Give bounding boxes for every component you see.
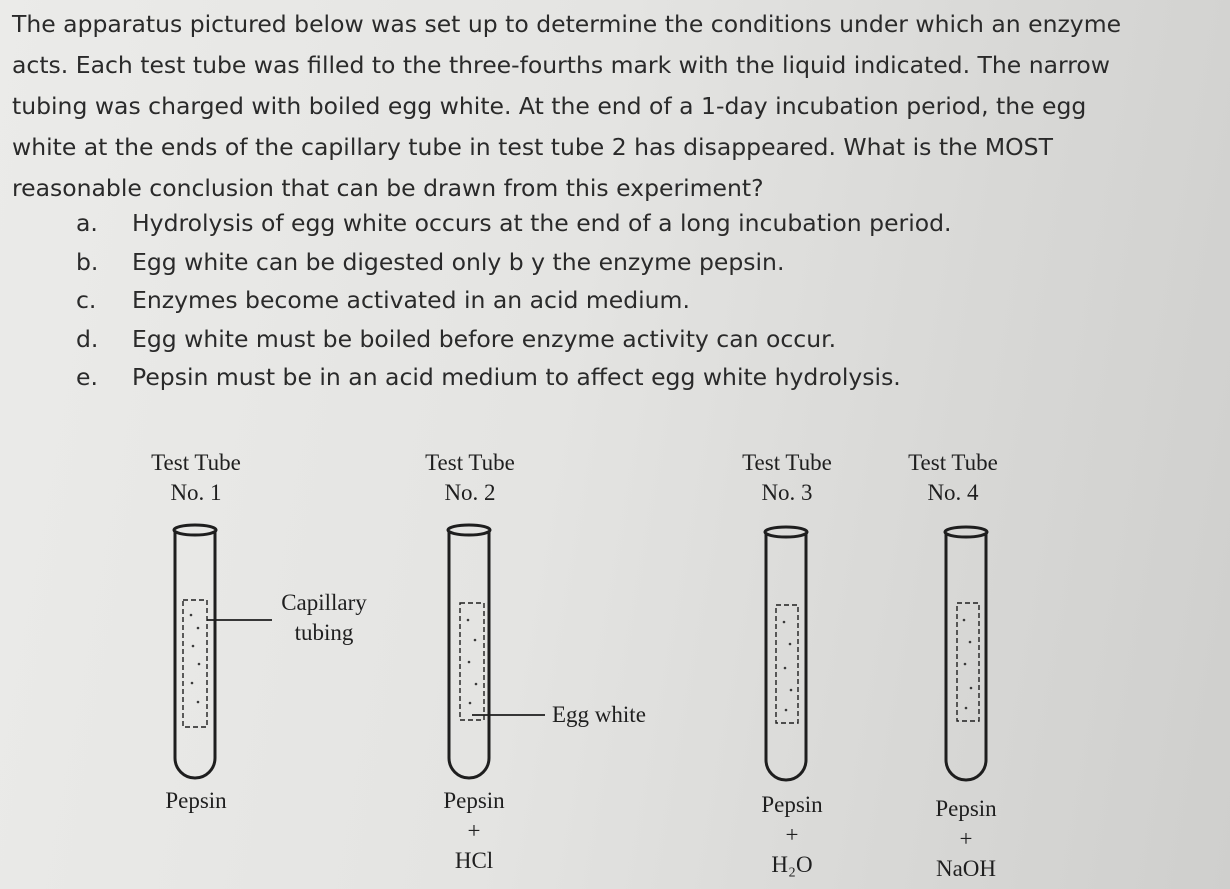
content-line: Pepsin bbox=[443, 788, 505, 813]
option-letter: c. bbox=[76, 286, 97, 314]
tube-number: No. 3 bbox=[761, 480, 813, 505]
tube-3-contents bbox=[742, 790, 842, 880]
tube-title-line: Test Tube bbox=[742, 450, 832, 475]
question-line: The apparatus pictured below was set up to determine the conditions under which an enzyme bbox=[12, 10, 1122, 38]
content-line: NaOH bbox=[935, 856, 997, 881]
option-letter: b. bbox=[76, 247, 99, 276]
tube-2-contents bbox=[424, 786, 524, 876]
content-line: + bbox=[959, 826, 973, 851]
option-letter: a. bbox=[76, 209, 98, 237]
content-line: Pepsin bbox=[761, 792, 823, 817]
content-line: Pepsin bbox=[165, 788, 227, 813]
content-line: H₂O bbox=[771, 852, 813, 877]
question-line: tubing was charged with boiled egg white. At the end of a 1-day incubation period, the egg bbox=[12, 92, 1087, 120]
capillary-tubing-label bbox=[270, 588, 378, 648]
option-text: Enzymes become activated in an acid medium. bbox=[132, 286, 690, 314]
label-line: Capillary bbox=[281, 590, 367, 615]
tube-title-line: Test Tube bbox=[151, 450, 241, 475]
option-text: Egg white can be digested only b y the enzyme pepsin. bbox=[132, 247, 785, 276]
test-tube-2 bbox=[448, 525, 490, 778]
tube-1-contents bbox=[150, 786, 242, 816]
content-line: + bbox=[785, 822, 799, 847]
tube-number: No. 1 bbox=[170, 480, 222, 505]
tube-title-line: Test Tube bbox=[425, 450, 515, 475]
content-line: HCl bbox=[454, 848, 494, 873]
content-line: + bbox=[467, 818, 481, 843]
tube-number: No. 4 bbox=[927, 480, 979, 505]
content-line: Pepsin bbox=[935, 796, 997, 821]
test-tube-4 bbox=[945, 527, 987, 780]
label-line: tubing bbox=[294, 620, 354, 645]
tube-4-contents bbox=[916, 794, 1016, 884]
tube-title-line: Test Tube bbox=[908, 450, 998, 475]
test-tube-1 bbox=[174, 525, 216, 778]
option-text: Pepsin must be in an acid medium to affect egg white hydrolysis. bbox=[132, 363, 901, 391]
egg-white-label: Egg white bbox=[552, 702, 646, 727]
option-text: Hydrolysis of egg white occurs at the end of a long incubation period. bbox=[132, 209, 952, 237]
question-line: reasonable conclusion that can be drawn from this experiment? bbox=[12, 174, 764, 202]
option-letter: e. bbox=[76, 363, 98, 391]
option-letter: d. bbox=[76, 324, 99, 353]
option-text: Egg white must be boiled before enzyme activity can occur. bbox=[132, 324, 837, 353]
question-line: acts. Each test tube was filled to the three-fourths mark with the liquid indicated. The narrow bbox=[12, 51, 1110, 79]
tube-number: No. 2 bbox=[444, 480, 496, 505]
question-line: white at the ends of the capillary tube in test tube 2 has disappeared. What is the MOST bbox=[12, 133, 1053, 161]
test-tube-3 bbox=[765, 527, 807, 780]
